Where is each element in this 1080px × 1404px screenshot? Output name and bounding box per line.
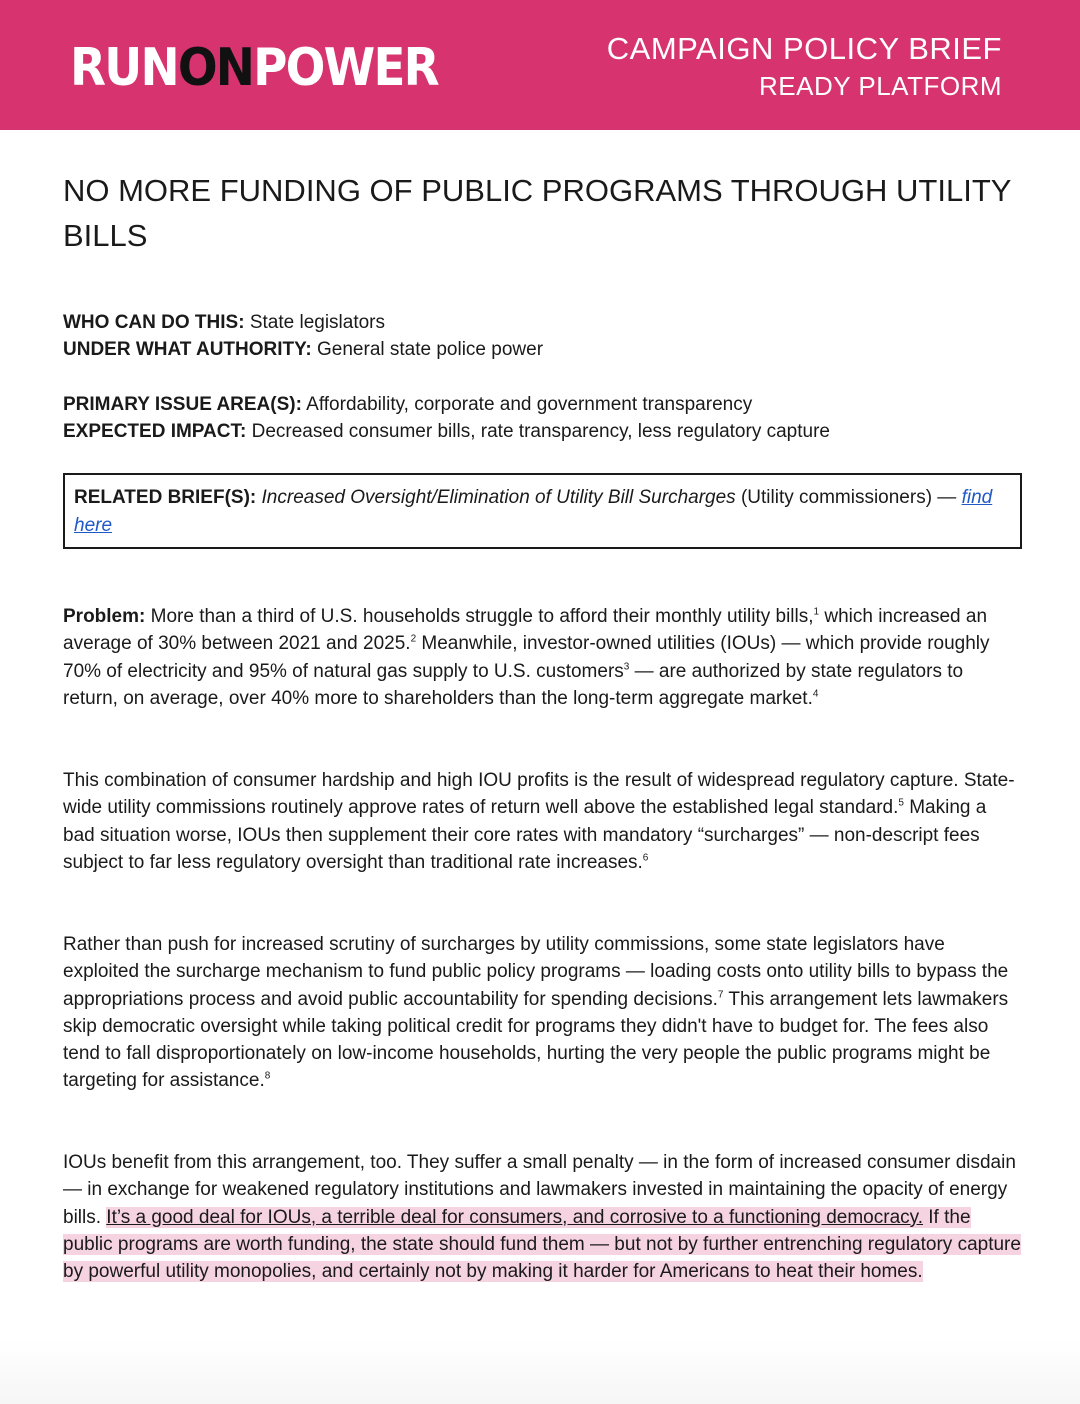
capture-paragraph: [63, 767, 1023, 876]
authority-label: UNDER WHAT AUTHORITY:: [63, 339, 312, 360]
footnote-ref-2[interactable]: 2: [410, 633, 417, 645]
issue-label: PRIMARY ISSUE AREA(S):: [63, 394, 302, 415]
conclusion-text: IOUs benefit from this arrangement, too. They suffer a small penalty — in the form of increased consumer disdain — in exchange for weakened regulatory institutions and lawmakers invested in maintaining the opacity of energy bills.: [63, 1152, 1016, 1228]
legislators-text-2: This arrangement lets lawmakers skip democratic oversight while taking political credit for programs they didn't have to budget for. The fees also tend to fall disproportionately on low-income households, hurting the very people the public programs might be targeting for assistance.: [63, 988, 1009, 1092]
related-briefs-box: [63, 473, 1022, 549]
footnote-ref-1[interactable]: 1: [813, 606, 820, 618]
problem-text-2: which increased an average of 30% between 2021 and 2025.: [63, 606, 988, 655]
authority-value: General state police power: [311, 339, 544, 360]
footnote-ref-3[interactable]: 3: [623, 661, 630, 673]
issue-line: [63, 391, 1043, 418]
problem-label: Problem:: [63, 606, 146, 627]
highlighted-underlined-text: It’s a good deal for IOUs, a terrible deal for consumers, and corrosive to a functioning democracy.: [106, 1206, 923, 1228]
conclusion-paragraph: [63, 1149, 1023, 1285]
footnote-ref-6[interactable]: 6: [642, 852, 649, 864]
related-brief-title: Increased Oversight/Elimination of Utility Bill Surcharges: [261, 487, 736, 508]
footnote-ref-8[interactable]: 8: [264, 1071, 271, 1083]
authority-line: [63, 336, 1043, 363]
find-here-link[interactable]: find here: [74, 487, 993, 536]
problem-text-3: Meanwhile, investor-owned utilities (IOUs) — which provide roughly 70% of electricity and 95% of natural gas supply to U.S. customers: [63, 633, 990, 682]
highlighted-text: If the public programs are worth funding, the state should fund them — but not by further entrenching regulatory capture by powerful utility monopolies, and certainly not by making it harder for Americans to heat their homes.: [63, 1206, 1021, 1283]
logo-text-power: POWER: [253, 38, 438, 98]
issue-value: Affordability, corporate and government transparency: [301, 394, 753, 415]
brief-type: CAMPAIGN POLICY BRIEF: [606, 31, 1002, 66]
logo-text-on: ON: [177, 38, 254, 98]
impact-line: [63, 418, 1043, 445]
who-line: [63, 309, 1043, 336]
legislators-text-1: Rather than push for increased scrutiny of surcharges by utility commissions, some state legislators have exploited the surcharge mechanism to fund public policy programs — loading costs onto utility bills to bypass the appropriations process and avoid public accountability for spending decisions.: [63, 934, 1009, 1010]
problem-text-1: More than a third of U.S. households struggle to afford their monthly utility bills,: [145, 606, 814, 627]
problem-paragraph: [63, 603, 1023, 712]
logo-text-run: RUN: [70, 38, 178, 98]
footnote-ref-4[interactable]: 4: [812, 688, 819, 700]
meta-block-impact: [63, 391, 1043, 445]
capture-text-2: Making a bad situation worse, IOUs then supplement their core rates with mandatory “surcharges” — non-descript fees subject to far less regulatory oversight than traditional rate increases.: [63, 797, 987, 873]
related-label: RELATED BRIEF(S):: [74, 487, 257, 508]
legislators-paragraph: [63, 931, 1023, 1095]
footnote-ref-7[interactable]: 7: [717, 989, 724, 1001]
brief-subtype: READY PLATFORM: [759, 71, 1002, 101]
page-bottom-shade: [0, 1340, 1080, 1404]
related-audience: (Utility commissioners) —: [735, 487, 962, 508]
footnote-ref-5[interactable]: 5: [898, 797, 904, 809]
who-label: WHO CAN DO THIS:: [63, 312, 245, 333]
page-title: NO MORE FUNDING OF PUBLIC PROGRAMS THROUGH UTILITY BILLS: [63, 173, 1011, 253]
impact-value: Decreased consumer bills, rate transparency, less regulatory capture: [246, 421, 830, 442]
brand-logo: [70, 36, 438, 100]
capture-text-1: This combination of consumer hardship and high IOU profits is the result of widespread regulatory capture. State-wide utility commissions routinely approve rates of return well above the established legal standard.: [63, 770, 1015, 819]
who-value: State legislators: [244, 312, 386, 333]
impact-label: EXPECTED IMPACT:: [63, 421, 247, 442]
header-banner: [0, 0, 1080, 130]
meta-block-actors: [63, 309, 1043, 363]
problem-text-4: — are authorized by state regulators to return, on average, over 40% more to shareholders than the long-term aggregate market.: [63, 660, 964, 709]
